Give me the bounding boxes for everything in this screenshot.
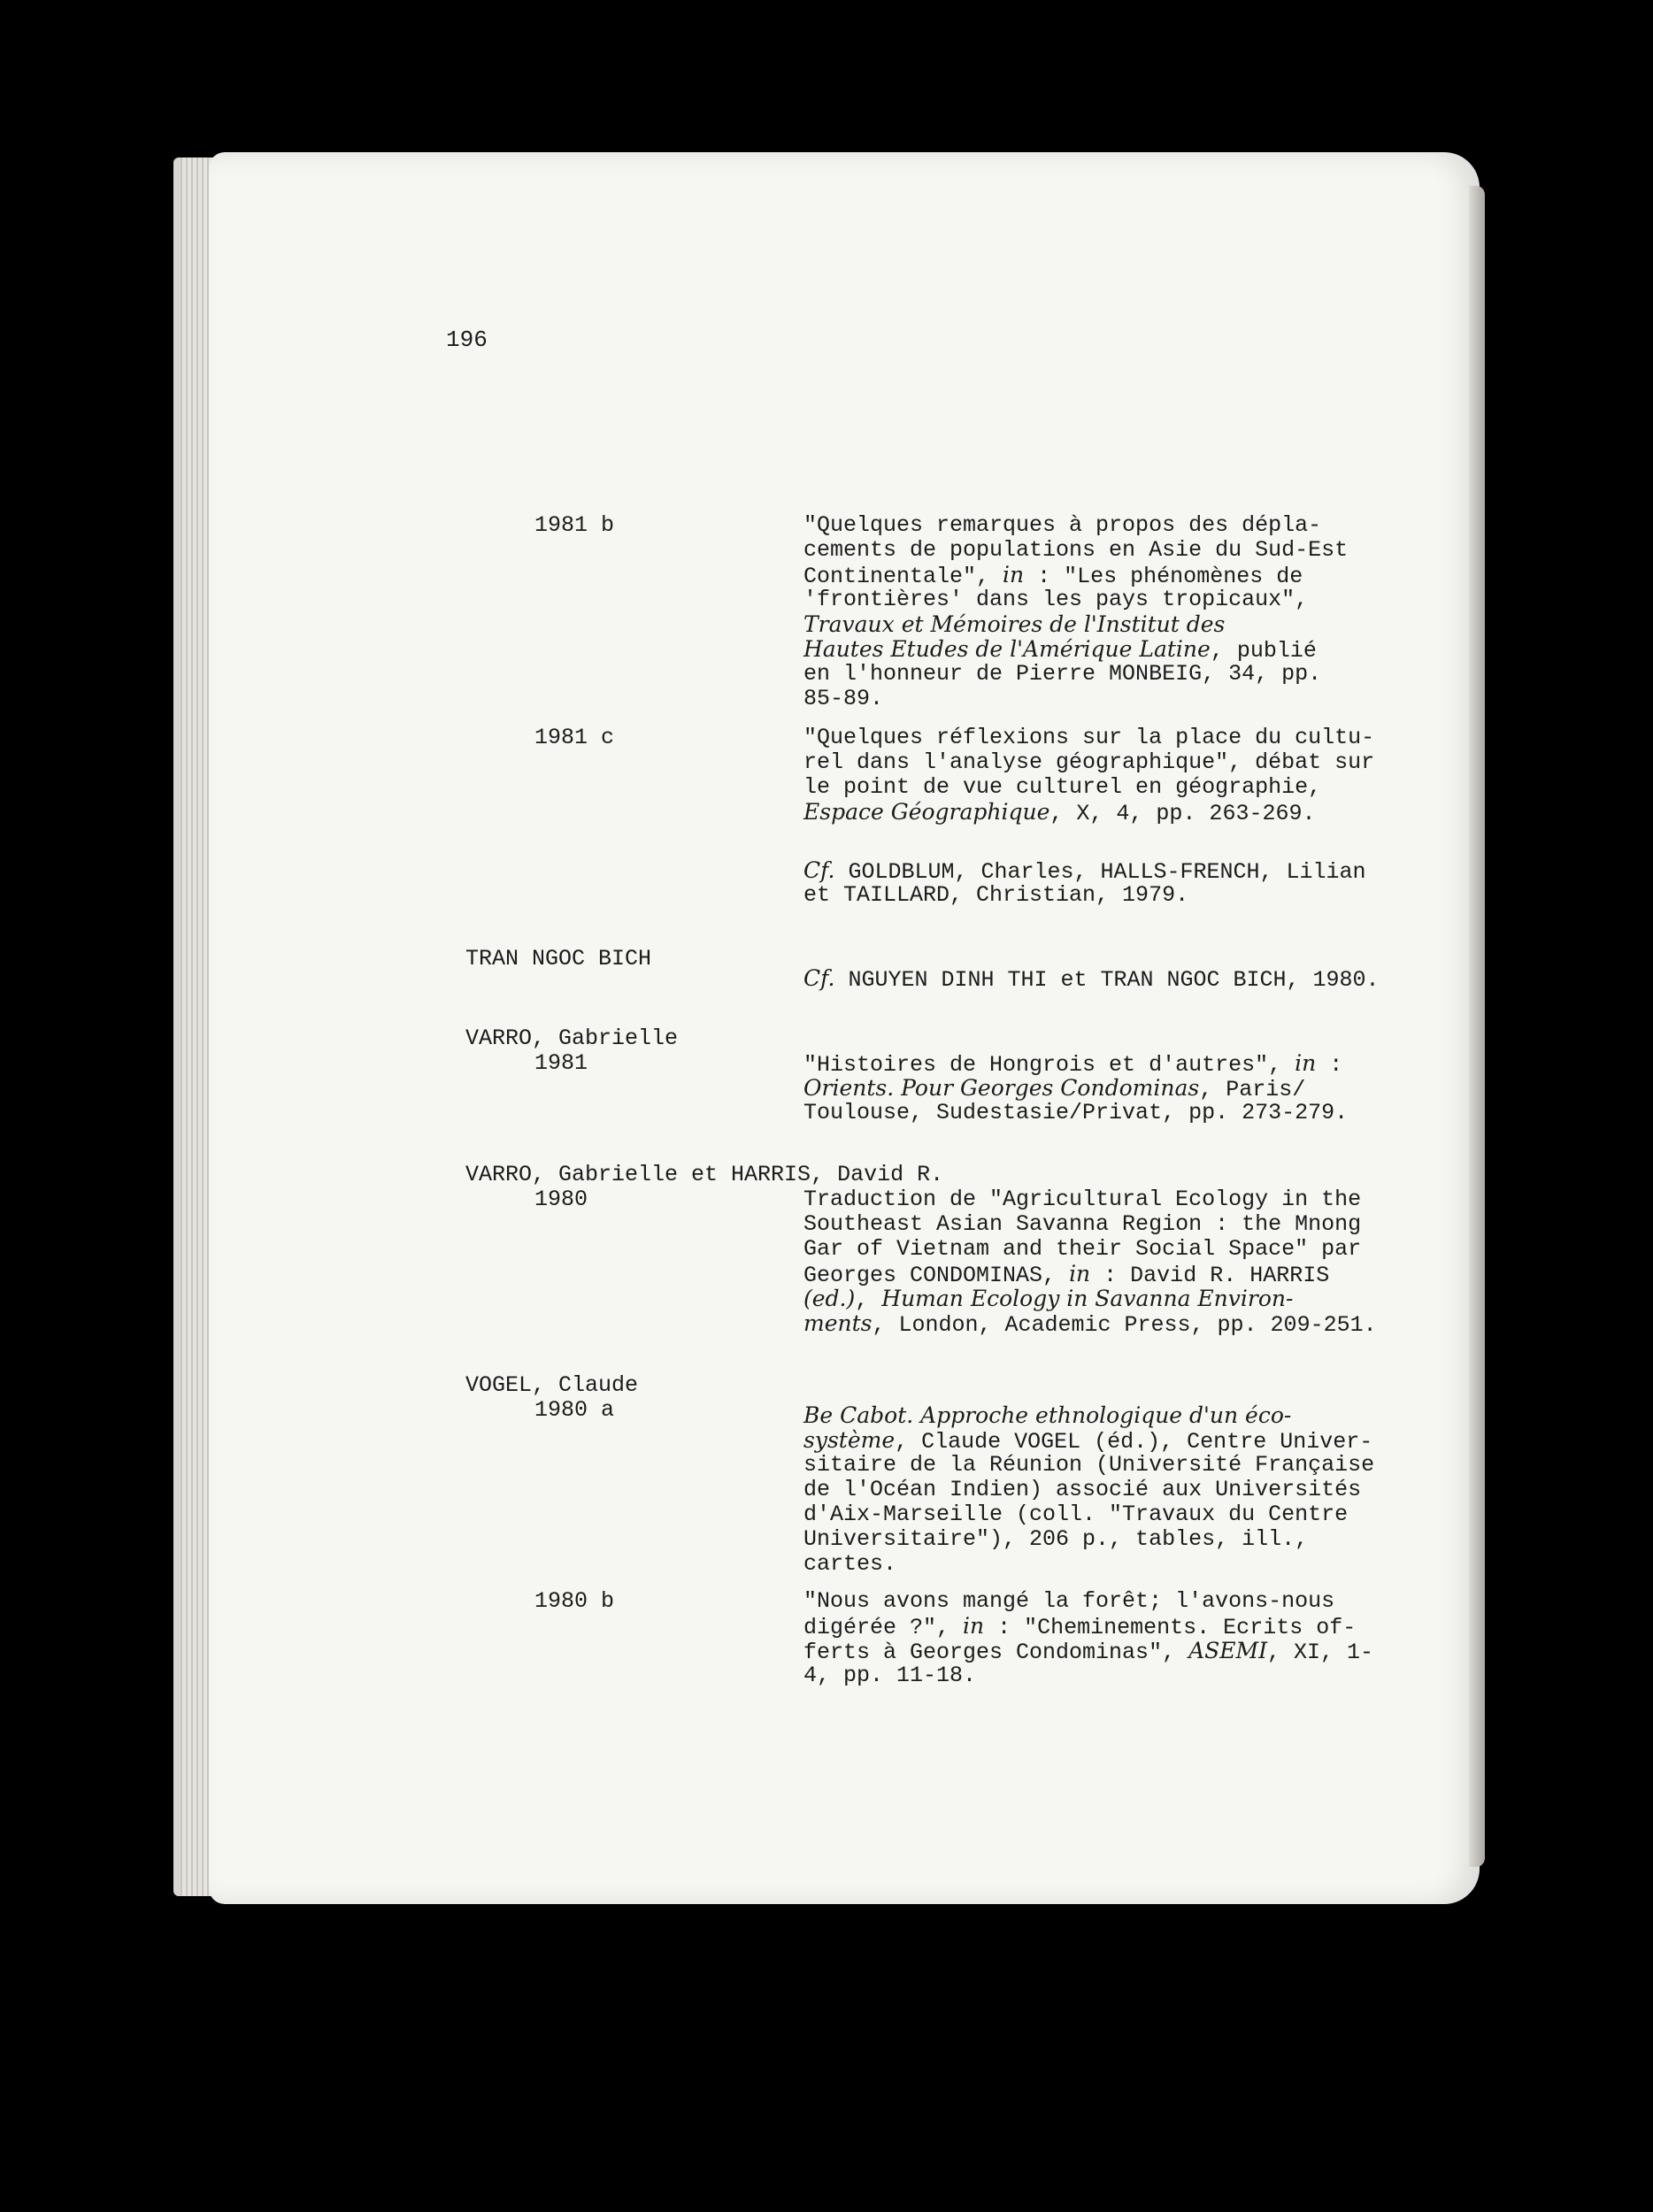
- text-segment: :: [1316, 1052, 1343, 1078]
- italic-segment: Espace Géographique: [803, 799, 1050, 825]
- text-segment: NGUYEN DINH THI et TRAN NGOC BICH, 1980.: [834, 967, 1380, 993]
- entry-text-line: Traduction de "Agricultural Ecology in the: [803, 1187, 1362, 1212]
- entry-year: 1981 c: [534, 725, 615, 750]
- text-segment: , London, Academic Press, pp. 209-251.: [872, 1312, 1377, 1338]
- entry-text-line: [803, 800, 1315, 826]
- entry-text-line: "Quelques réflexions sur la place du cultu-: [803, 725, 1375, 750]
- entry-year: 1980 a: [534, 1397, 615, 1423]
- entry-text-line: [803, 612, 1225, 639]
- entry-text-line: cartes.: [803, 1551, 897, 1577]
- text-segment: : "Cheminements. Ecrits of-: [984, 1615, 1357, 1640]
- italic-segment: système: [803, 1427, 896, 1453]
- text-segment: , X, 4, pp. 263-269.: [1049, 801, 1316, 826]
- author-name: VARRO, Gabrielle et HARRIS, David R.: [465, 1162, 944, 1187]
- entry-text-line: Toulouse, Sudestasie/Privat, pp. 273-279.: [803, 1100, 1349, 1125]
- text-segment: , Claude VOGEL (éd.), Centre Univer-: [895, 1429, 1373, 1455]
- text-segment: "Histoires de Hongrois et d'autres",: [803, 1052, 1295, 1078]
- entry-text-line: [803, 966, 1380, 993]
- entry-text-line: rel dans l'analyse géographique", débat sur: [803, 749, 1375, 775]
- author-name: VARRO, Gabrielle: [465, 1025, 679, 1051]
- entry-text-line: Universitaire"), 206 p., tables, ill.,: [803, 1526, 1309, 1552]
- entry-text-line: Southeast Asian Savanna Region : the Mnong: [803, 1211, 1362, 1237]
- text-segment: GOLDBLUM, Charles, HALLS-FRENCH, Lilian: [834, 859, 1366, 885]
- entry-text-line: 4, pp. 11-18.: [803, 1663, 977, 1688]
- page-number: 196: [446, 326, 488, 353]
- page-curl-edge: [1469, 186, 1485, 1867]
- italic-segment: Cf.: [803, 857, 835, 883]
- text-segment: Continentale",: [803, 564, 1003, 589]
- entry-text-line: sitaire de la Réunion (Université Française: [803, 1452, 1375, 1478]
- entry-text-line: "Quelques remarques à propos des dépla-: [803, 512, 1322, 538]
- entry-text-line: [803, 1076, 1305, 1102]
- entry-text-line: le point de vue culturel en géographie,: [803, 774, 1322, 800]
- italic-segment: (ed.): [803, 1286, 856, 1311]
- italic-segment: ASEMI: [1188, 1638, 1267, 1663]
- entry-text-line: [803, 858, 1366, 885]
- italic-segment: in: [963, 1613, 985, 1639]
- text-segment: : David R. HARRIS: [1090, 1263, 1330, 1288]
- text-segment: , XI, 1-: [1266, 1640, 1374, 1665]
- text-segment: : "Les phénomènes de: [1024, 564, 1303, 589]
- italic-segment: in: [1003, 562, 1025, 588]
- entry-text-line: Gar of Vietnam and their Social Space" par: [803, 1236, 1362, 1262]
- entry-text-line: [803, 637, 1317, 664]
- italic-segment: Be Cabot. Approche ethnologique d'un éco-: [803, 1402, 1292, 1428]
- entry-text-line: [803, 1311, 1377, 1338]
- text-segment: ,: [855, 1287, 882, 1313]
- entry-text-line: cements de populations en Asie du Sud-Est: [803, 537, 1349, 563]
- italic-segment: Human Ecology in Savanna Environ-: [881, 1286, 1294, 1311]
- author-name: TRAN NGOC BICH: [465, 946, 652, 972]
- entry-text-line: [803, 1428, 1372, 1455]
- entry-text-line: de l'Océan Indien) associé aux Universités: [803, 1477, 1362, 1502]
- italic-segment: ments: [803, 1310, 873, 1336]
- text-segment: , Paris/: [1199, 1077, 1306, 1102]
- entry-year: 1981: [534, 1050, 588, 1076]
- italic-segment: Travaux et Mémoires de l'Institut des: [803, 611, 1226, 637]
- entry-text-line: d'Aix-Marseille (coll. "Travaux du Centre: [803, 1502, 1349, 1527]
- italic-segment: Orients. Pour Georges Condominas: [803, 1075, 1200, 1101]
- entry-text-line: 'frontières' dans les pays tropicaux",: [803, 587, 1309, 612]
- italic-segment: Hautes Etudes de l'Amérique Latine: [803, 636, 1211, 662]
- entry-text-line: [803, 1286, 1293, 1313]
- entry-text-line: "Nous avons mangé la forêt; l'avons-nous: [803, 1588, 1335, 1614]
- italic-segment: in: [1295, 1050, 1317, 1076]
- entry-text-line: et TAILLARD, Christian, 1979.: [803, 882, 1189, 908]
- entry-text-line: [803, 1639, 1373, 1665]
- entry-text-line: 85-89.: [803, 686, 884, 711]
- text-segment: Georges CONDOMINAS,: [803, 1263, 1070, 1288]
- entry-text-line: en l'honneur de Pierre MONBEIG, 34, pp.: [803, 661, 1322, 687]
- text-segment: digérée ?",: [803, 1615, 964, 1640]
- entry-text-line: [803, 563, 1303, 589]
- author-name: VOGEL, Claude: [465, 1372, 639, 1398]
- entry-year: 1980: [534, 1187, 588, 1212]
- italic-segment: in: [1069, 1261, 1091, 1286]
- entry-year: 1980 b: [534, 1588, 615, 1614]
- text-segment: ferts à Georges Condominas",: [803, 1640, 1189, 1665]
- entry-text-line: [803, 1614, 1356, 1640]
- text-segment: , publié: [1210, 638, 1317, 664]
- entry-text-line: [803, 1262, 1329, 1288]
- italic-segment: Cf.: [803, 965, 835, 991]
- entry-text-line: [803, 1051, 1342, 1078]
- entry-text-line: [803, 1403, 1291, 1430]
- entry-year: 1981 b: [534, 512, 615, 538]
